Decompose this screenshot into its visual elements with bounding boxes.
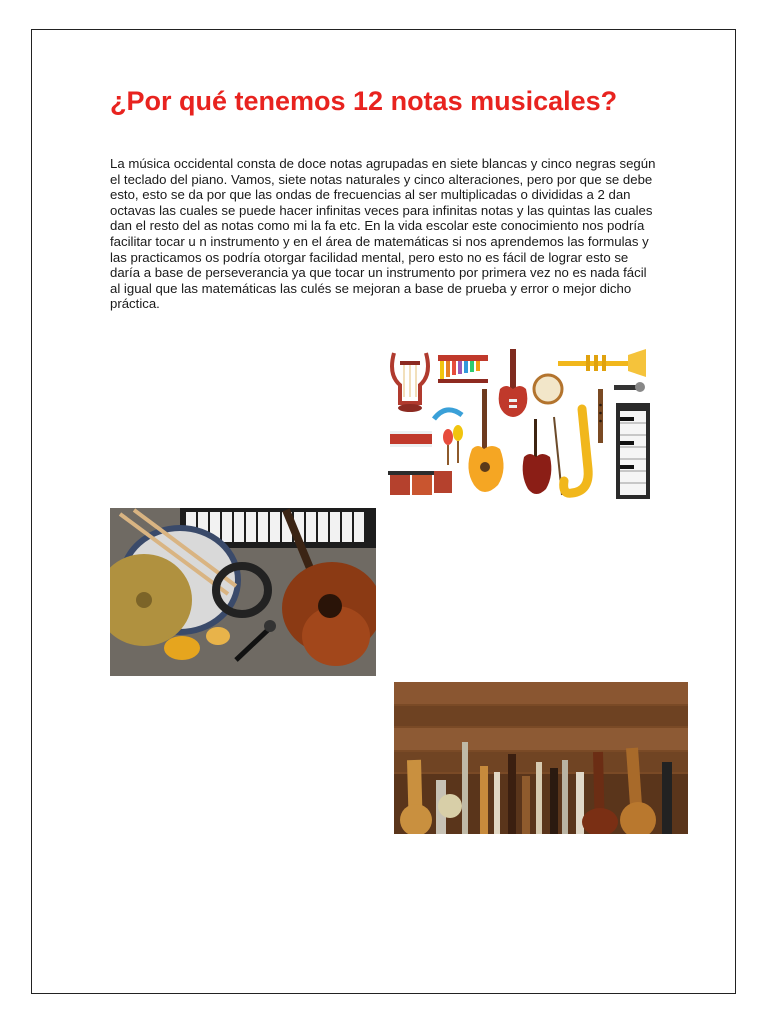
trumpet-icon <box>558 349 646 377</box>
microphone-icon <box>614 382 645 392</box>
keyboard-icon <box>616 403 650 499</box>
recorder-icon <box>598 389 603 443</box>
body-paragraph: La música occidental consta de doce notas agrupadas en siete blancas y cinco negras según el teclado del piano. Vamos, siete notas naturales y cinco alteraciones, pero por que se debe esto, esto se da por que las ondas de frecuencias al ser multiplicadas o divididas a 2 dan octavas las cuales se puede hacer infinitas veces para infinitas notas y las quintas las cuales dan el resto del as notas como mi la fa etc. En la vida escolar este conocimiento nos podría facilitar tocar u n instrumento y en el área de matemáticas si nos aprendemos las formulas y las practicamos os podría otorgar facilidad mental, pero esto no es fácil de lograr esto se daría a base de perseverancia ya que tocar un instrumento por primera vez no es nada fácil al igual que las matemáticas las culés se mejoran a base de prueba y error o mejor dicho práctica. <box>110 156 656 312</box>
instruments-on-wood-photo <box>394 682 688 834</box>
acoustic-guitar-icon <box>468 389 503 492</box>
maracas-icon <box>443 425 463 465</box>
drum-icon <box>390 431 432 447</box>
bongos-icon <box>388 471 452 495</box>
instruments-photo <box>110 508 376 676</box>
saxophone-icon <box>564 409 589 493</box>
tambourine-icon <box>534 375 562 403</box>
page-title: ¿Por qué tenemos 12 notas musicales? <box>110 86 618 116</box>
xylophone-icon <box>438 355 488 383</box>
lyre-icon <box>392 353 428 412</box>
instruments-illustration <box>386 345 652 505</box>
ring-tambourine-icon <box>434 410 462 419</box>
electric-guitar-icon <box>499 349 528 417</box>
violin-icon <box>523 417 562 495</box>
